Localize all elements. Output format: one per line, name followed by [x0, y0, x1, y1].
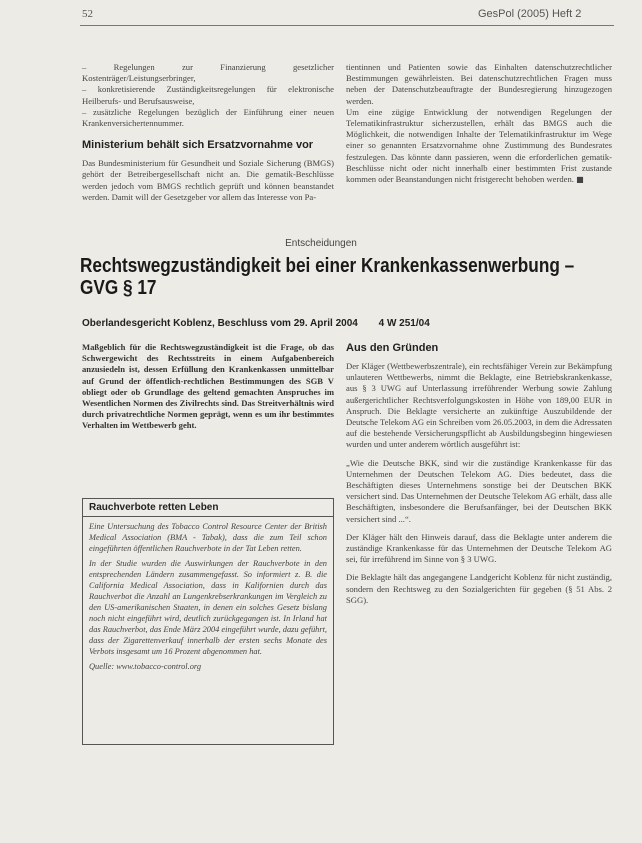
journal-header: GesPol (2005) Heft 2 [478, 8, 582, 20]
bullet-item: – konkretisierende Zuständigkeitsregelungen für elektronische Heilberufs- und Berufsausweise, [82, 84, 334, 106]
bullet-item: – zusätzliche Regelungen bezüglich der Einführung einer neuen Krankenversichertennummer. [82, 106, 334, 129]
paragraph: Eine Untersuchung des Tobacco Control Resource Center der British Medical Association (BMA - Tabak), dass die zum Teil schon eingeführten öffentlichen Rauchverbote in der Tat Leben retten. [89, 522, 327, 553]
info-box-body [83, 517, 333, 680]
left-column-top [82, 62, 334, 203]
article-title: Rechtswegzuständigkeit bei einer Krankenkassenwerbung – GVG § 17 [80, 255, 575, 299]
quote: „Wie die Deutsche BKK, sind wir die zuständige Krankenkasse für das Unternehmen der Deutschen Telekom AG. Dies bedeutet, dass die Beschäftigten dieses Unternehmens sonstige bei der Deutschen BKK versichert sind. Das Unternehmen der Deutsche Telekom AG erhält, dass alle Beschäftigten, insbesondere die Berufsanfänger, bei der Deutschen BKK versichert sind ...“. [346, 457, 612, 524]
subheading-ministerium: Ministerium behält sich Ersatzvornahme vor [82, 139, 314, 152]
section-label: Entscheidungen [285, 238, 357, 249]
bullet-item: – Regelungen zur Finanzierung gesetzlicher Kostenträger/Leistungserbringer, [82, 62, 334, 84]
case-reference: 4 W 251/04 [378, 318, 430, 329]
right-column-top [346, 62, 612, 185]
paragraph: Die Beklagte hält das angegangene Landgericht Koblenz für nicht zuständig, sondern den Rechtsweg zu den Sozialgerichten für gegeben (§ 51 Abs. 2 SGG). [346, 572, 612, 605]
header-rule [80, 25, 614, 26]
paragraph: Das Bundesministerium für Gesundheit und Soziale Sicherung (BMGS) gehört der Betreibergesellschaft nicht an. Die gematik-Beschlüsse werden jedoch vom BMGS rechtlich geprüft und können beanstandet werden. Damit will der Gesetzgeber vor allem das Interesse von Pa- [82, 158, 334, 202]
paragraph: Der Kläger (Wettbewerbszentrale), ein rechtsfähiger Verein zur Bekämpfung unlauteren Wettbewerbs, nimmt die Beklagte, eine Betriebskrankenkasse, aus § 3 UWG auf Unterlassung irreführender Werbung sowie Zahlung außergerichtlicher Rechtsverfolgungskosten in Höhe von 189,00 EUR in Anspruch. Die Beklagte versicherte an zukünftige Auszubildende der Deutsche Telekom AG ein Schreiben vom 26.05.2003, in dem die Adressaten auf die bestehende Versicherungspflicht ab Ausbildungsbeginn hingewiesen wurden und unter anderem wörtlich ausgeführt ist: [346, 361, 612, 450]
paragraph: Der Kläger hält den Hinweis darauf, dass die Beklagte unter anderem die zuständige Krankenkasse für das Unternehmen der Deutsche Telekom AG sei, für irreführend im Sinne von § 3 UWG. [346, 531, 612, 565]
paragraph [346, 107, 612, 185]
paragraph-text: Um eine zügige Entwicklung der notwendigen Regelungen der Telematikinfrastruktur sicherzustellen, erhält das BMGS auch die Möglichkeit, die notwendigen Inhalte der Telematikinfrastruktur im Wege einer so genannten Ersatzvornahme ohne Zustimmung des Bundesrates festzulegen. Das könnte dann passieren, wenn die erforderlichen gematik-Beschlüsse nicht oder nicht innerhalb einer bestimmten Frist zustande kommen oder Beanstandungen nicht fristgerecht behoben werden. [346, 106, 612, 185]
right-column-bottom [346, 342, 612, 613]
paragraph: In der Studie wurden die Auswirkungen der Rauchverbote in den entsprechenden Ländern zusammengefasst. So informiert z. B. die California Medical Association, dass in Kalifornien durch das Rauchverbot die Anzahl an Lungenkrebserkrankungen im Vergleich zu den US-amerikanischen Staaten, in denen ein solches Gesetz bislang noch nicht eingeführt wird, deutlich zurückgegangen ist. In Irland hat das Rauchverbot, das Ende März 2004 eingeführt wurde, dazu geführt, dass der Zigarettenverkauf innerhalb der ersten sechs Monate des Verbots insgesamt um 16 Prozent abgenommen hat. [89, 559, 327, 656]
subheading-gruende: Aus den Gründen [346, 342, 439, 354]
source-line: Quelle: www.tobacco-control.org [89, 662, 202, 671]
paragraph: tientinnen und Patienten sowie das Einhalten datenschutzrechtlicher Bestimmungen gewährleisten. Bei datenschutzrechtlichen Fragen muss neben der Datenschutzbeauftragte der Bundesregierung hinzugezogen werden. [346, 62, 612, 106]
page-number: 52 [82, 8, 93, 20]
info-box-title: Rauchverbote retten Leben [83, 499, 333, 517]
court-line [82, 318, 612, 329]
info-box [82, 498, 334, 745]
end-mark-icon: ■ [576, 175, 584, 185]
article-summary: Maßgeblich für die Rechtswegzuständigkeit ist die Frage, ob das Schwergewicht des Rechtsstreits in einem Aufgabenbereich anzusiedeln ist, dessen Erfüllung den Krankenkassen unmittelbar auf Grund der öffentlich-rechtlichen Bestimmungen des SGB V obliegt oder ob Grundlage des geltend gemachten Anspruches im Wesentlichen Normen des Zivilrechts sind. Das Streitverhältnis wird durch privatrechtliche Normen geprägt, wenn es um ihr bestimmtes Verhalten im Wettbewerb geht. [82, 342, 334, 431]
court-name: Oberlandesgericht Koblenz, Beschluss vom 29. April 2004 [82, 318, 358, 329]
